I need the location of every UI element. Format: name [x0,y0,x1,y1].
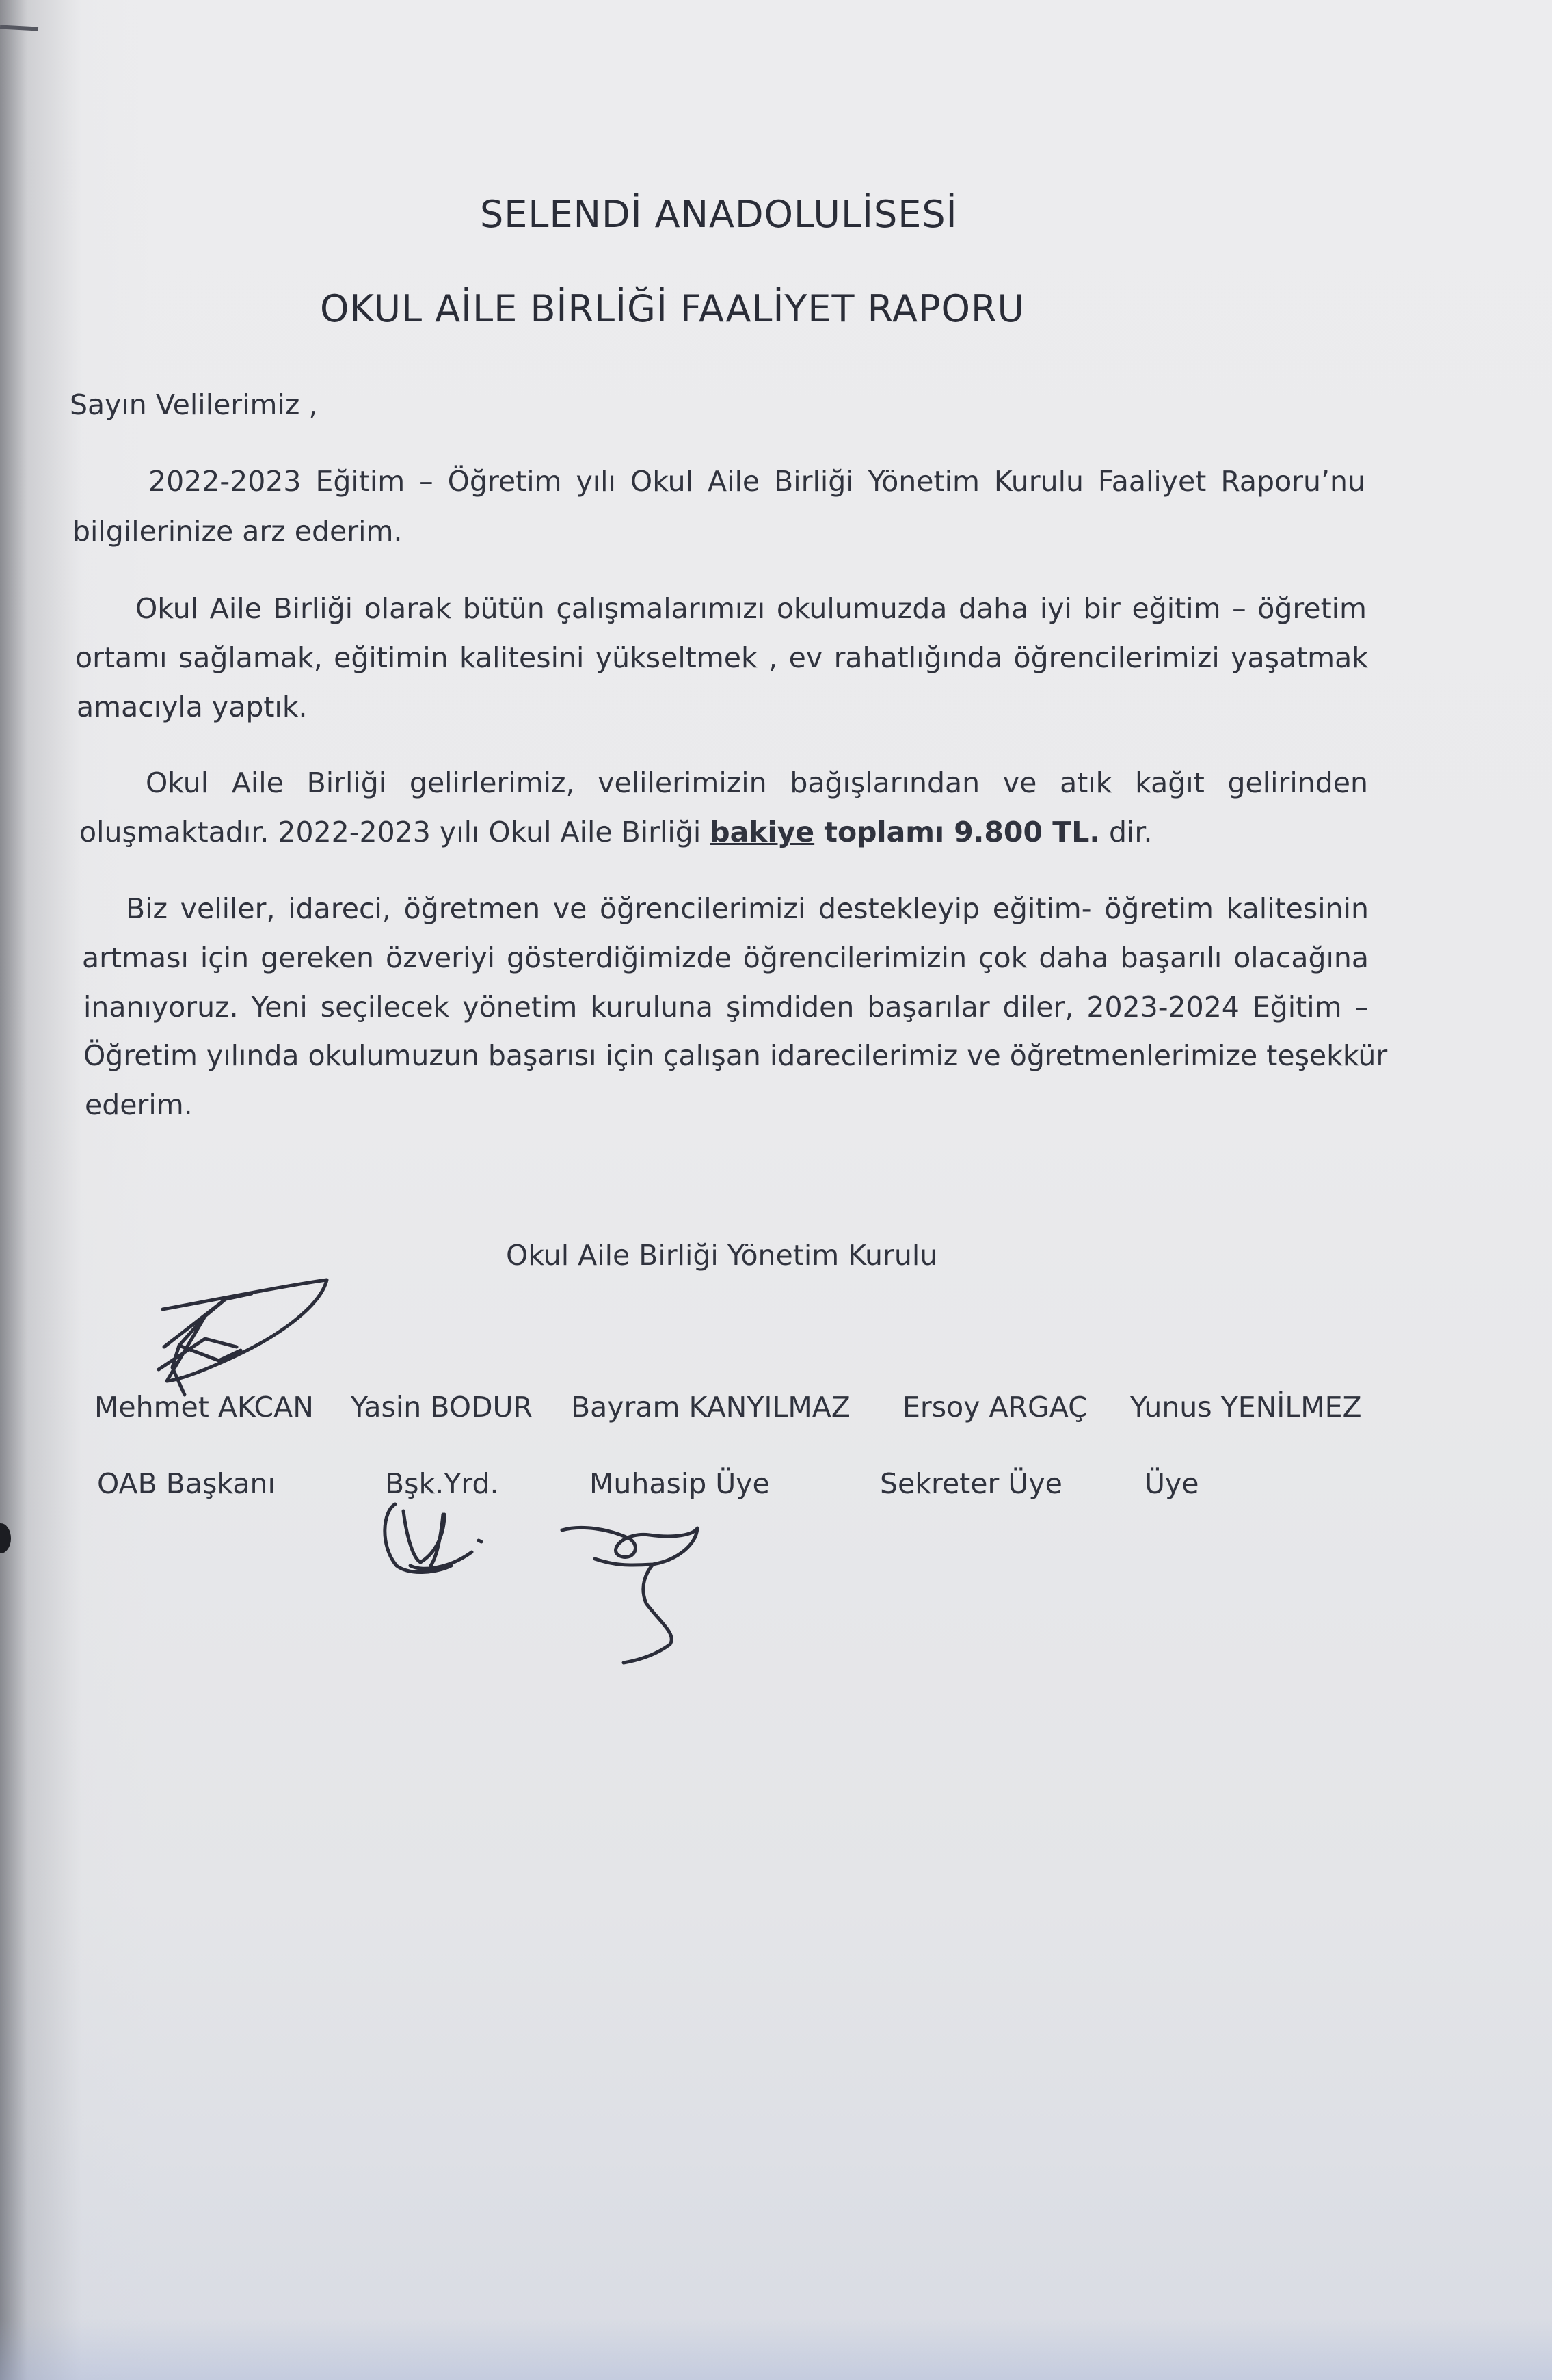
page-corner-mark [0,25,38,31]
paragraph4-line2: artması için gereken özveriyi gösterdiğimizde öğrencilerimizin çok daha başarılı olacağına [82,941,1369,974]
paragraph2-line2: ortamı sağlamak, eğitimin kalitesini yükseltmek , ev rahatlığında öğrencilerimizi yaşatmak [75,641,1368,674]
balance-word: bakiye [710,816,815,848]
member-name-4: Ersoy ARGAÇ [902,1391,1088,1423]
member-role-1: OAB Başkanı [97,1467,276,1500]
signature-kanyilmaz [562,1527,697,1663]
paragraph3-line2 [79,816,1153,848]
paragraph4-line5: ederim. [85,1088,193,1121]
balance-total: toplamı 9.800 TL. [814,816,1100,848]
member-role-3: Muhasip Üye [589,1467,770,1500]
member-role-2: Bşk.Yrd. [385,1467,499,1500]
paragraph3-line2-prefix: oluşmaktadır. 2022-2023 yılı Okul Aile Birliği [79,816,710,848]
member-name-2: Yasin BODUR [351,1391,533,1423]
member-name-3: Bayram KANYILMAZ [571,1391,851,1423]
signature-akcan [159,1280,327,1395]
bottom-shadow [0,2318,1552,2380]
signatory-body: Okul Aile Birliği Yönetim Kurulu [506,1239,938,1272]
paragraph2-line1: Okul Aile Birliği olarak bütün çalışmalarımızı okulumuzda daha iyi bir eğitim – öğretim [135,592,1367,625]
member-name-1: Mehmet AKCAN [94,1391,314,1423]
signature-bodur [385,1504,481,1572]
paragraph4-line1: Biz veliler, idareci, öğretmen ve öğrencilerimizi destekleyip eğitim- öğretim kalitesinin [126,892,1369,925]
member-role-5: Üye [1145,1467,1199,1500]
paragraph4-line4: Öğretim yılında okulumuzun başarısı için çalışan idarecilerimiz ve öğretmenlerimize teşekkür [83,1039,1388,1072]
school-name: SELENDİ ANADOLULİSESİ [480,193,958,236]
paragraph2-line3: amacıyla yaptık. [77,691,308,723]
report-title: OKUL AİLE BİRLİĞİ FAALİYET RAPORU [320,287,1026,330]
member-name-5: Yunus YENİLMEZ [1130,1391,1362,1423]
paragraph1-line1: 2022-2023 Eğitim – Öğretim yılı Okul Aile Birliği Yönetim Kurulu Faaliyet Raporu’nu [148,465,1365,498]
paragraph4-line3: inanıyoruz. Yeni seçilecek yönetim kuruluna şimdiden başarılar diler, 2023-2024 Eğitim – [83,991,1369,1024]
paragraph3-line1: Okul Aile Birliği gelirlerimiz, velilerimizin bağışlarından ve atık kağıt gelirinden [146,766,1368,799]
paragraph1-line2: bilgilerinize arz ederim. [72,515,403,548]
salutation: Sayın Velilerimiz , [70,388,318,421]
binder-hole [0,1523,11,1553]
paragraph3-line2-suffix: dir. [1099,816,1153,848]
member-role-4: Sekreter Üye [880,1467,1062,1500]
